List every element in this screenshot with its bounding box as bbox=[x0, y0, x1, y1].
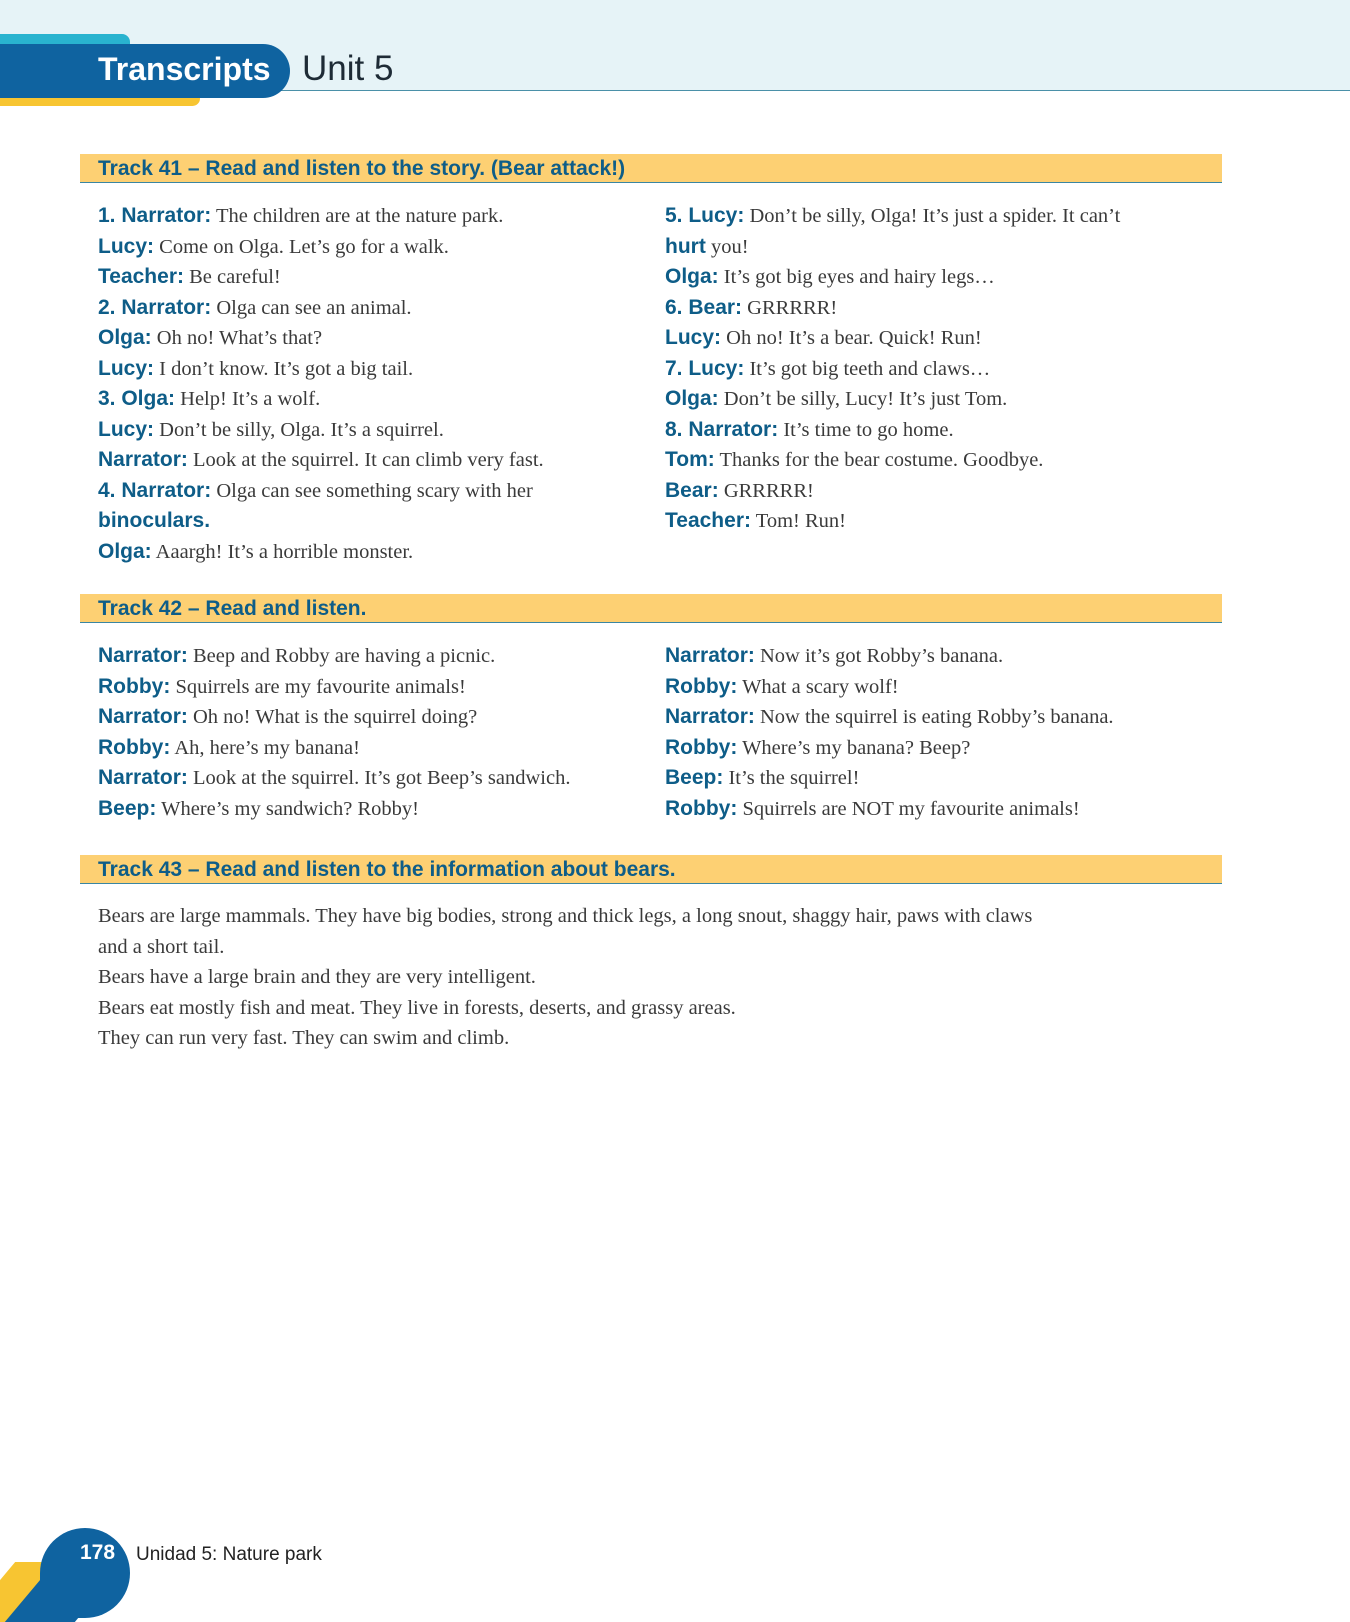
dialogue-text: Help! It’s a wolf. bbox=[175, 388, 321, 410]
dialogue-text: What a scary wolf! bbox=[737, 675, 899, 698]
dialogue-text: you! bbox=[705, 235, 749, 258]
dialogue-text: Olga can see something scary with her bbox=[211, 479, 533, 502]
paragraph-line: Bears have a large brain and they are very intelligent. bbox=[98, 966, 536, 988]
speaker-label: Robby: bbox=[665, 796, 738, 820]
speaker-label: 5. Lucy: bbox=[665, 204, 745, 227]
dialogue-text: Oh no! It’s a bear. Quick! Run! bbox=[721, 327, 982, 349]
speaker-label: Narrator: bbox=[98, 766, 188, 789]
footer-section-title: Unidad 5: Nature park bbox=[136, 1544, 322, 1565]
track-41-header: Track 41 – Read and listen to the story. (Bear attack!) bbox=[80, 154, 1222, 183]
track-43-body bbox=[98, 901, 1032, 1054]
dialogue-line bbox=[98, 384, 544, 415]
speaker-label: Robby: bbox=[665, 674, 738, 698]
dialogue-line bbox=[665, 672, 1114, 703]
dialogue-line bbox=[98, 476, 544, 507]
dialogue-line bbox=[98, 445, 544, 476]
dialogue-text: I don’t know. It’s got a big tail. bbox=[154, 357, 414, 380]
dialogue-text: Look at the squirrel. It’s got Beep’s sandwich. bbox=[187, 767, 571, 789]
dialogue-line bbox=[665, 262, 1120, 293]
dialogue-text: It’s got big teeth and claws… bbox=[744, 357, 991, 380]
dialogue-text: Aaargh! It’s a horrible monster. bbox=[151, 540, 414, 563]
track-41-left-column bbox=[98, 201, 544, 567]
speaker-label: Teacher: bbox=[665, 509, 751, 532]
dialogue-text: Where’s my sandwich? Robby! bbox=[156, 797, 420, 820]
speaker-label: Narrator: bbox=[98, 644, 188, 667]
dialogue-line bbox=[665, 794, 1114, 825]
speaker-label: hurt bbox=[665, 234, 706, 258]
speaker-label: 4. Narrator: bbox=[98, 478, 212, 502]
dialogue-line bbox=[665, 445, 1120, 476]
speaker-label: binoculars. bbox=[98, 509, 211, 532]
dialogue-text: It’s the squirrel! bbox=[723, 767, 860, 789]
speaker-label: Robby: bbox=[665, 735, 738, 759]
speaker-label: Lucy: bbox=[98, 234, 155, 258]
speaker-label: Narrator: bbox=[665, 705, 755, 728]
speaker-label: 8. Narrator: bbox=[665, 417, 779, 441]
dialogue-line bbox=[98, 537, 544, 568]
speaker-label: Olga: bbox=[98, 326, 152, 349]
dialogue-line bbox=[98, 415, 544, 446]
dialogue-text: GRRRRR! bbox=[742, 296, 838, 319]
dialogue-line bbox=[665, 293, 1120, 324]
dialogue-line bbox=[665, 201, 1120, 232]
dialogue-line bbox=[98, 262, 544, 293]
page-number: 178 bbox=[80, 1541, 116, 1564]
dialogue-text: Don’t be silly, Olga. It’s a squirrel. bbox=[154, 418, 444, 441]
dialogue-text: Squirrels are my favourite animals! bbox=[170, 675, 466, 698]
speaker-label: 1. Narrator: bbox=[98, 204, 212, 227]
dialogue-text: Don’t be silly, Lucy! It’s just Tom. bbox=[718, 388, 1008, 410]
speaker-label: Lucy: bbox=[665, 326, 722, 349]
paragraph-line: They can run very fast. They can swim and climb. bbox=[98, 1027, 510, 1049]
speaker-label: Beep: bbox=[98, 796, 157, 820]
dialogue-text: Squirrels are NOT my favourite animals! bbox=[737, 797, 1080, 820]
speaker-label: Olga: bbox=[98, 539, 152, 563]
dialogue-text: Now the squirrel is eating Robby’s banana. bbox=[754, 706, 1114, 728]
dialogue-line bbox=[98, 641, 570, 672]
speaker-label: 7. Lucy: bbox=[665, 356, 745, 380]
dialogue-line bbox=[665, 641, 1114, 672]
track-42-left-column bbox=[98, 641, 570, 824]
dialogue-line bbox=[98, 672, 570, 703]
dialogue-text: Tom! Run! bbox=[750, 510, 846, 532]
dialogue-text: It’s time to go home. bbox=[778, 418, 954, 441]
dialogue-line bbox=[98, 323, 544, 354]
dialogue-line bbox=[665, 506, 1120, 537]
dialogue-text: Don’t be silly, Olga! It’s just a spider. It can’t bbox=[744, 205, 1121, 227]
speaker-label: Lucy: bbox=[98, 417, 155, 441]
track-42-header: Track 42 – Read and listen. bbox=[80, 594, 1222, 623]
dialogue-text: Now it’s got Robby’s banana. bbox=[754, 645, 1004, 667]
dialogue-line bbox=[665, 476, 1120, 507]
speaker-label: Narrator: bbox=[98, 448, 188, 471]
dialogue-text: Be careful! bbox=[183, 266, 281, 288]
dialogue-text: Ah, here’s my banana! bbox=[170, 736, 360, 759]
unit-title: Unit 5 bbox=[302, 49, 394, 88]
speaker-label: Lucy: bbox=[98, 356, 155, 380]
dialogue-text: Oh no! What is the squirrel doing? bbox=[187, 706, 478, 728]
paragraph-line: and a short tail. bbox=[98, 935, 225, 958]
dialogue-line bbox=[98, 763, 570, 794]
dialogue-line bbox=[98, 201, 544, 232]
dialogue-line bbox=[98, 232, 544, 263]
speaker-label: Robby: bbox=[98, 735, 171, 759]
dialogue-text: Where’s my banana? Beep? bbox=[737, 736, 971, 759]
dialogue-line bbox=[98, 794, 570, 825]
dialogue-line bbox=[98, 354, 544, 385]
dialogue-text: Thanks for the bear costume. Goodbye. bbox=[714, 449, 1044, 471]
dialogue-text: The children are at the nature park. bbox=[211, 205, 504, 227]
dialogue-text: It’s got big eyes and hairy legs… bbox=[718, 266, 995, 288]
speaker-label: Teacher: bbox=[98, 265, 184, 288]
dialogue-line bbox=[665, 232, 1120, 263]
speaker-label: Olga: bbox=[665, 387, 719, 410]
dialogue-text: GRRRRR! bbox=[718, 479, 814, 502]
dialogue-text: Oh no! What’s that? bbox=[151, 327, 323, 349]
dialogue-line bbox=[98, 733, 570, 764]
speaker-label: 2. Narrator: bbox=[98, 295, 212, 319]
dialogue-line bbox=[665, 702, 1114, 733]
dialogue-line bbox=[665, 733, 1114, 764]
track-42-right-column bbox=[665, 641, 1114, 824]
paragraph-line: Bears are large mammals. They have big bodies, strong and thick legs, a long snout, shaggy hair, paws with claws bbox=[98, 905, 1033, 927]
dialogue-text: Beep and Robby are having a picnic. bbox=[187, 645, 496, 667]
dialogue-line bbox=[98, 293, 544, 324]
tab-title: Transcripts bbox=[98, 51, 271, 87]
dialogue-text: Look at the squirrel. It can climb very fast. bbox=[187, 449, 544, 471]
dialogue-line bbox=[98, 702, 570, 733]
speaker-label: Narrator: bbox=[665, 644, 755, 667]
dialogue-line bbox=[665, 323, 1120, 354]
speaker-label: Beep: bbox=[665, 766, 724, 789]
dialogue-line bbox=[665, 415, 1120, 446]
track-43-header: Track 43 – Read and listen to the information about bears. bbox=[80, 855, 1222, 884]
dialogue-line bbox=[665, 384, 1120, 415]
speaker-label: 3. Olga: bbox=[98, 387, 176, 410]
dialogue-line bbox=[665, 354, 1120, 385]
speaker-label: Tom: bbox=[665, 448, 715, 471]
dialogue-text: Olga can see an animal. bbox=[211, 296, 412, 319]
speaker-label: Narrator: bbox=[98, 705, 188, 728]
speaker-label: Olga: bbox=[665, 265, 719, 288]
dialogue-text: Come on Olga. Let’s go for a walk. bbox=[154, 235, 449, 258]
speaker-label: 6. Bear: bbox=[665, 295, 743, 319]
track-41-right-column bbox=[665, 201, 1120, 537]
dialogue-line bbox=[98, 506, 544, 537]
paragraph-line: Bears eat mostly fish and meat. They live in forests, deserts, and grassy areas. bbox=[98, 996, 736, 1019]
dialogue-line bbox=[665, 763, 1114, 794]
speaker-label: Robby: bbox=[98, 674, 171, 698]
speaker-label: Bear: bbox=[665, 478, 719, 502]
